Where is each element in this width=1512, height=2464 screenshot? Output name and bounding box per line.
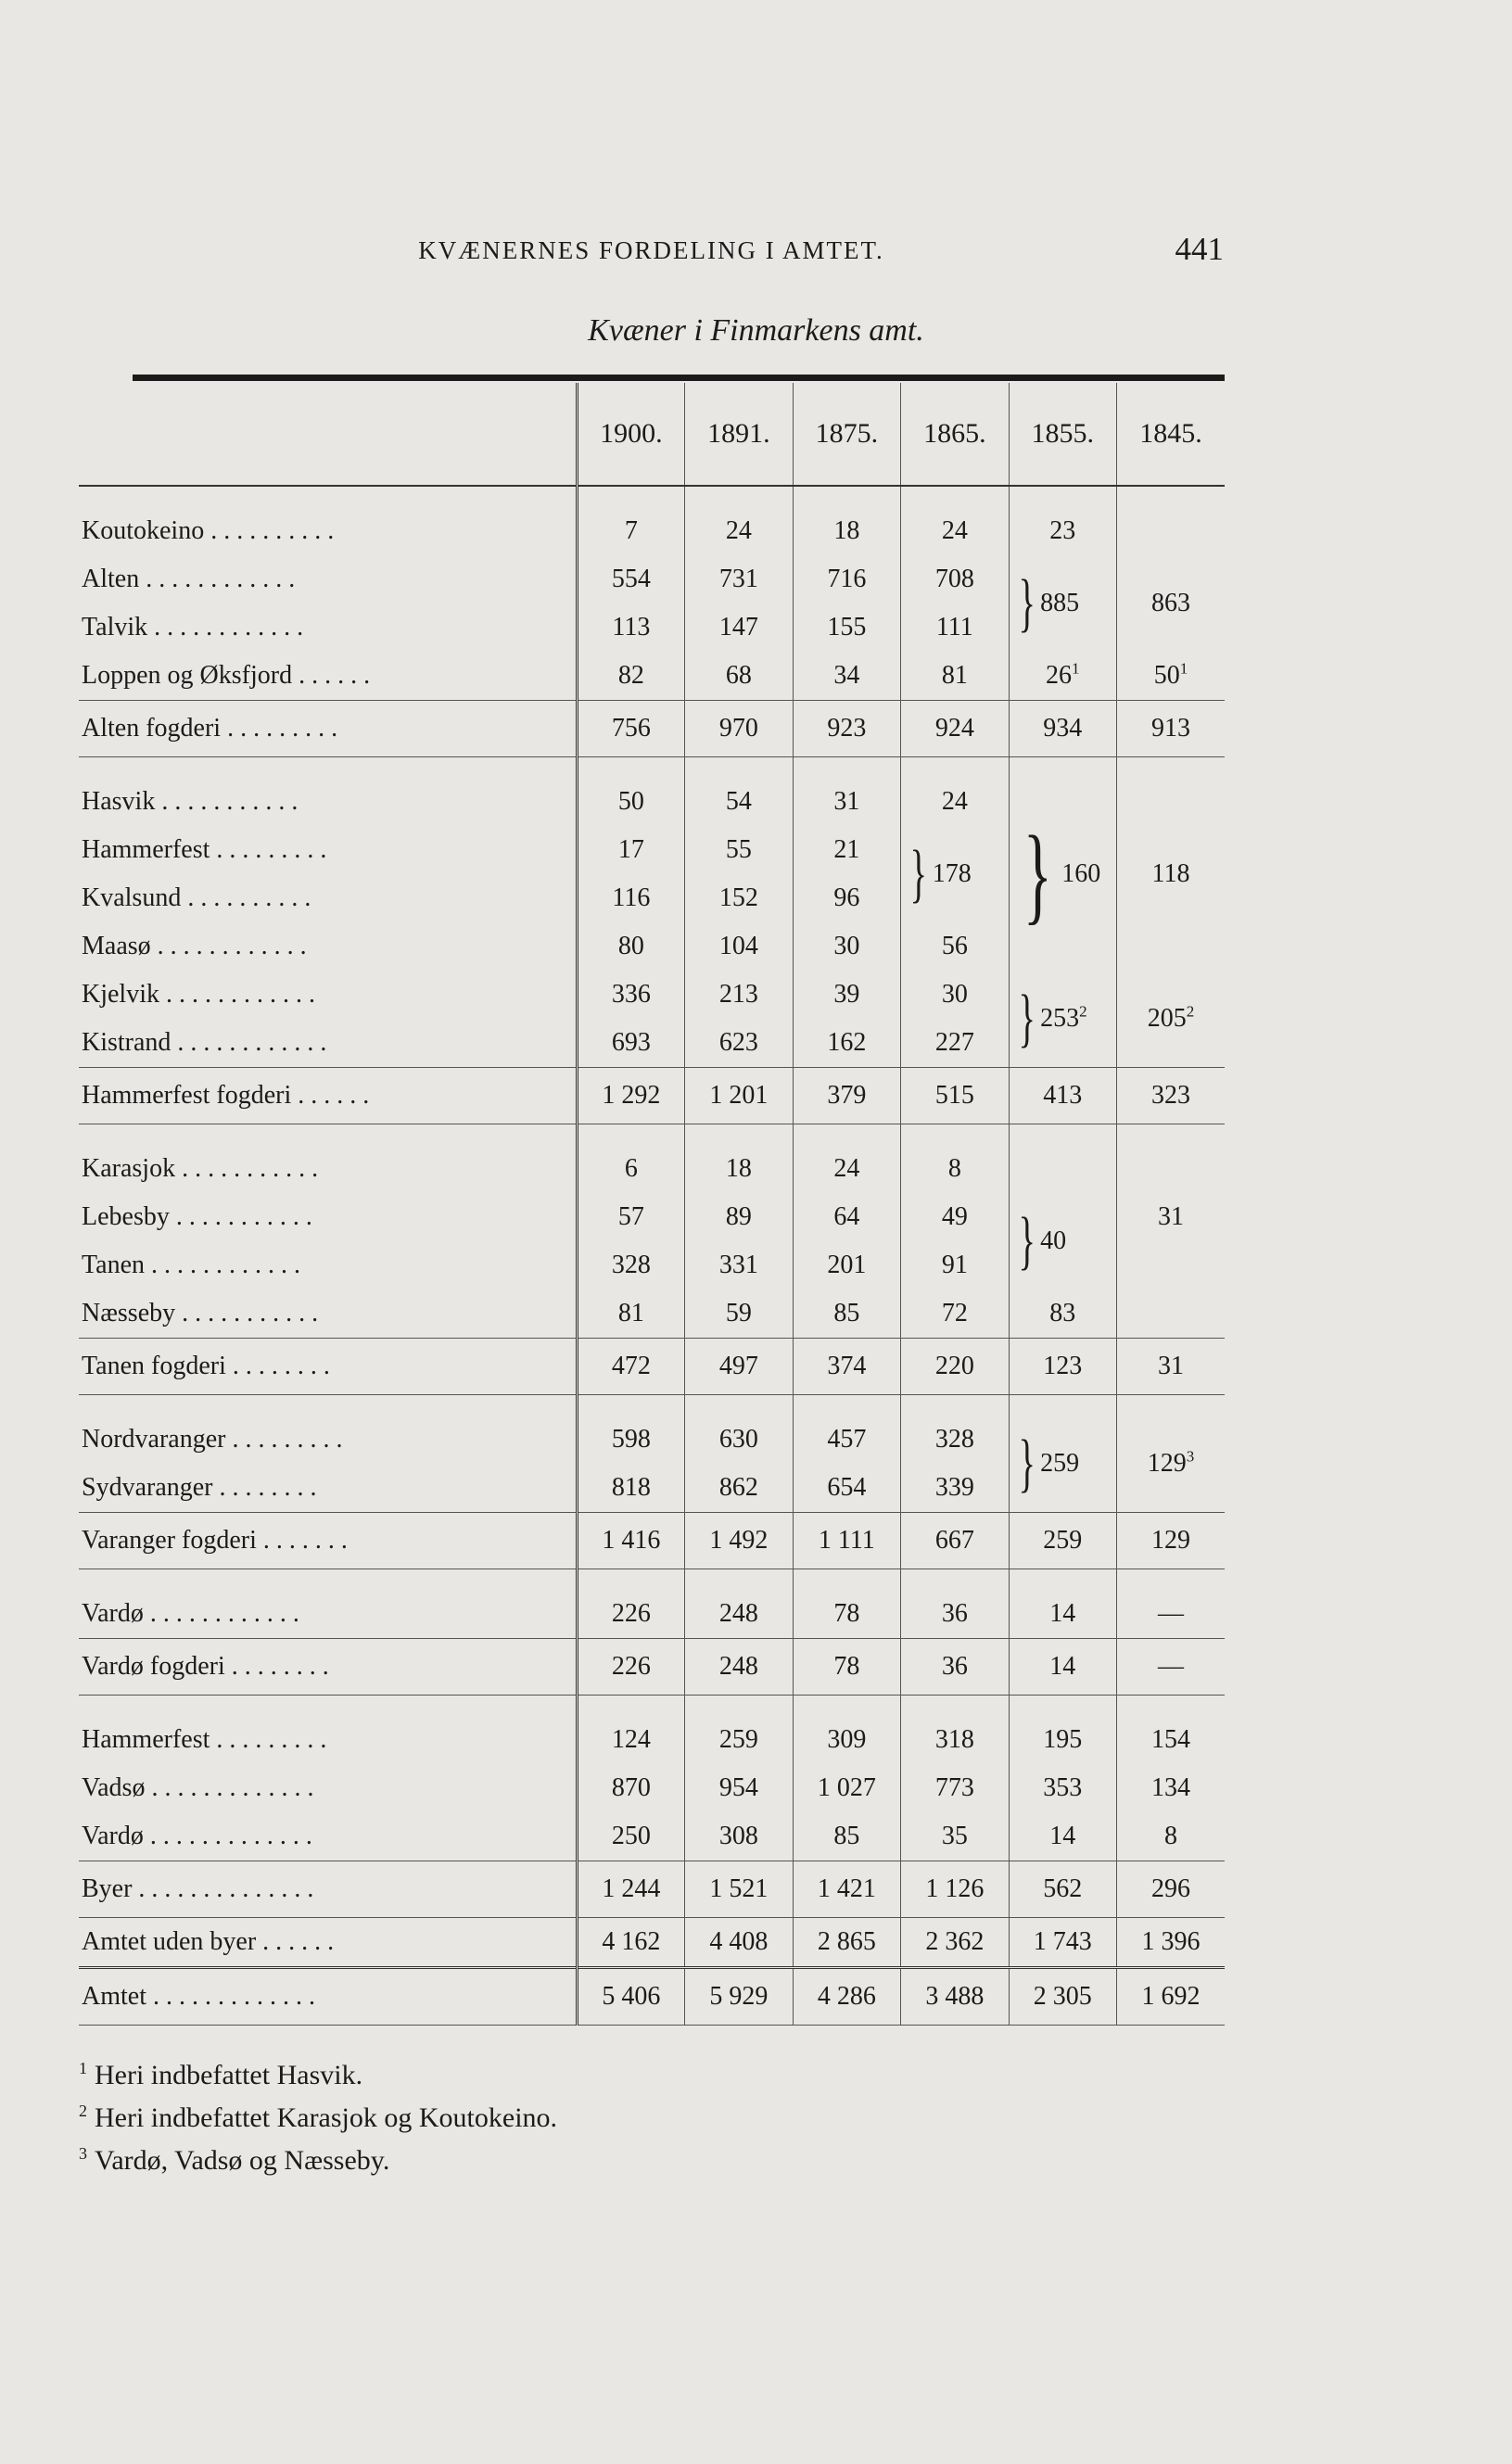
cell: 934	[1009, 701, 1116, 757]
column-header-1875: 1875.	[793, 383, 900, 486]
merged-cell: 31	[1117, 1145, 1225, 1289]
row-label: Hammerfest . . . . . . . . .	[82, 835, 327, 864]
cell: 1 421	[793, 1861, 900, 1918]
cell: 31	[1117, 1339, 1225, 1395]
cell	[1117, 507, 1225, 555]
row-label: Maasø . . . . . . . . . . . .	[82, 932, 307, 960]
cell: $26^1$	[1009, 652, 1116, 701]
table-row	[79, 1193, 1225, 1241]
cell: 226	[577, 1590, 684, 1639]
table-row	[79, 507, 1225, 555]
cell: 111	[901, 603, 1009, 652]
cell: 457	[793, 1416, 900, 1464]
cell: 323	[1117, 1068, 1225, 1124]
cell: 85	[793, 1289, 900, 1339]
cell: 160	[1061, 859, 1101, 888]
cell: 56	[901, 922, 1009, 971]
cell	[1009, 1145, 1116, 1193]
table-row-subtotal	[79, 1639, 1225, 1696]
cell: 1 521	[685, 1861, 793, 1918]
row-label: Talvik . . . . . . . . . . . .	[82, 613, 304, 641]
cell: 970	[685, 701, 793, 757]
cell: 226	[577, 1639, 684, 1696]
table-row	[79, 1416, 1225, 1464]
cell: 78	[793, 1639, 900, 1696]
merged-cell	[1009, 1193, 1116, 1289]
header-blank	[79, 383, 577, 486]
merged-cell: 863	[1117, 555, 1225, 652]
cell: 24	[685, 507, 793, 555]
row-label: Vadsø . . . . . . . . . . . . .	[82, 1773, 314, 1802]
cell: 91	[901, 1241, 1009, 1289]
cell: 1 111	[793, 1513, 900, 1569]
table-row	[79, 971, 1225, 1019]
cell: 308	[685, 1812, 793, 1861]
footnotes	[79, 2051, 557, 2178]
cell: 6	[577, 1145, 684, 1193]
cell: 336	[577, 971, 684, 1019]
merged-cell: $129^3$	[1117, 1416, 1225, 1513]
cell: 515	[901, 1068, 1009, 1124]
cell: 31	[793, 778, 900, 826]
cell: 89	[685, 1193, 793, 1241]
cell: 954	[685, 1764, 793, 1812]
cell: 201	[793, 1241, 900, 1289]
brace-icon: }	[1018, 983, 1036, 1054]
row-label: Koutokeino . . . . . . . . . .	[82, 516, 335, 545]
cell: 328	[901, 1416, 1009, 1464]
cell: 35	[901, 1812, 1009, 1861]
cell: 81	[577, 1289, 684, 1339]
cell: 331	[685, 1241, 793, 1289]
cell: 50	[577, 778, 684, 826]
cell: 81	[901, 652, 1009, 701]
cell: 34	[793, 652, 900, 701]
cell: 80	[577, 922, 684, 971]
cell: 57	[577, 1193, 684, 1241]
cell: —	[1117, 1639, 1225, 1696]
cell: 1 492	[685, 1513, 793, 1569]
row-label: Hammerfest fogderi . . . . . .	[79, 1068, 577, 1124]
row-label: Alten . . . . . . . . . . . .	[82, 565, 296, 593]
row-label: Tanen fogderi . . . . . . . .	[79, 1339, 577, 1395]
row-label: Kjelvik . . . . . . . . . . . .	[82, 980, 315, 1009]
row-label: Amtet . . . . . . . . . . . . .	[79, 1968, 577, 2026]
cell: 2 362	[901, 1918, 1009, 1968]
cell: 14	[1009, 1639, 1116, 1696]
cell: 55	[685, 826, 793, 874]
cell: 83	[1009, 1289, 1116, 1339]
cell: 4 286	[793, 1968, 900, 2026]
table-row	[79, 1289, 1225, 1339]
cell: 818	[577, 1464, 684, 1513]
cell: 862	[685, 1464, 793, 1513]
footnote-ref: 2	[1186, 1002, 1195, 1021]
table-row-subtotal	[79, 1339, 1225, 1395]
statistics-table	[79, 383, 1225, 2026]
brace-icon: }	[909, 838, 928, 909]
cell: 497	[685, 1339, 793, 1395]
row-label: Varanger fogderi . . . . . . .	[79, 1513, 577, 1569]
table-row	[79, 1918, 1225, 1968]
cell: 1 416	[577, 1513, 684, 1569]
cell: 24	[901, 507, 1009, 555]
cell: 413	[1009, 1068, 1116, 1124]
cell: 318	[901, 1716, 1009, 1764]
table-row	[79, 1716, 1225, 1764]
row-label: Alten fogderi . . . . . . . . .	[79, 701, 577, 757]
row-label: Sydvaranger . . . . . . . .	[82, 1473, 317, 1502]
cell: 756	[577, 701, 684, 757]
cell: 30	[901, 971, 1009, 1019]
column-header-1900: 1900.	[577, 383, 684, 486]
row-label: Kvalsund . . . . . . . . . .	[82, 883, 311, 912]
cell: 1 692	[1117, 1968, 1225, 2026]
cell: 731	[685, 555, 793, 603]
cell: 924	[901, 701, 1009, 757]
table-row	[79, 1812, 1225, 1861]
cell: 23	[1009, 507, 1116, 555]
footnote-ref: 2	[1079, 1002, 1087, 1021]
table-row	[79, 555, 1225, 603]
cell: 2 865	[793, 1918, 900, 1968]
cell: 68	[685, 652, 793, 701]
cell: 248	[685, 1639, 793, 1696]
cell: 40	[1040, 1226, 1067, 1255]
cell: 885	[1040, 589, 1080, 617]
merged-cell	[1009, 971, 1116, 1068]
row-label: Tanen . . . . . . . . . . . .	[82, 1251, 301, 1279]
cell: 379	[793, 1068, 900, 1124]
merged-cell: 118	[1117, 778, 1225, 971]
merged-cell	[1009, 1416, 1116, 1513]
cell: 124	[577, 1716, 684, 1764]
merged-cell: $205^2$	[1117, 971, 1225, 1068]
cell: 630	[685, 1416, 793, 1464]
cell: 123	[1009, 1339, 1116, 1395]
cell: 353	[1009, 1764, 1116, 1812]
cell: 129	[1117, 1513, 1225, 1569]
cell: 113	[577, 603, 684, 652]
cell: 259	[1009, 1513, 1116, 1569]
table-row-subtotal	[79, 1513, 1225, 1569]
cell: 1 244	[577, 1861, 684, 1918]
brace-icon: }	[1018, 1205, 1036, 1276]
cell: 667	[901, 1513, 1009, 1569]
table-row	[79, 1590, 1225, 1639]
cell: 913	[1117, 701, 1225, 757]
cell: 250	[577, 1812, 684, 1861]
cell: 36	[901, 1590, 1009, 1639]
footnote-ref: 1	[1179, 659, 1188, 678]
brace-icon: }	[1018, 1428, 1036, 1499]
header-row	[79, 383, 1225, 486]
row-label: Næsseby . . . . . . . . . . .	[82, 1299, 319, 1327]
cell: 24	[901, 778, 1009, 826]
cell: 154	[1117, 1716, 1225, 1764]
row-label: Loppen og Øksfjord . . . . . .	[82, 661, 371, 690]
cell: 8	[1117, 1812, 1225, 1861]
brace-icon: }	[1023, 813, 1052, 934]
cell: 155	[793, 603, 900, 652]
row-label: Vardø . . . . . . . . . . . .	[82, 1599, 299, 1628]
footnote: $^2$ Heri indbefattet Karasjok og Koutokeino.	[79, 2102, 558, 2133]
cell: 472	[577, 1339, 684, 1395]
row-label: Vardø fogderi . . . . . . . .	[79, 1639, 577, 1696]
cell: 1 396	[1117, 1918, 1225, 1968]
cell: 309	[793, 1716, 900, 1764]
cell: 78	[793, 1590, 900, 1639]
table-row-subtotal	[79, 1861, 1225, 1918]
table-row	[79, 778, 1225, 826]
cell: 36	[901, 1639, 1009, 1696]
cell: 708	[901, 555, 1009, 603]
cell: 773	[901, 1764, 1009, 1812]
cell: 623	[685, 1019, 793, 1068]
cell: 21	[793, 826, 900, 874]
cell: 374	[793, 1339, 900, 1395]
cell: 5 406	[577, 1968, 684, 2026]
page-number: 441	[1175, 231, 1224, 267]
table-row	[79, 1145, 1225, 1193]
cell: 2 305	[1009, 1968, 1116, 2026]
cell: 1 201	[685, 1068, 793, 1124]
row-label: Hammerfest . . . . . . . . .	[82, 1725, 327, 1754]
cell: 339	[901, 1464, 1009, 1513]
table-row	[79, 652, 1225, 701]
merged-cell	[1009, 555, 1116, 652]
cell: 716	[793, 555, 900, 603]
cell: 134	[1117, 1764, 1225, 1812]
column-header-1845: 1845.	[1117, 383, 1225, 486]
row-label: Nordvaranger . . . . . . . . .	[82, 1425, 343, 1454]
cell: 195	[1009, 1716, 1116, 1764]
row-label: Hasvik . . . . . . . . . . .	[82, 787, 299, 816]
cell: 116	[577, 874, 684, 922]
cell: 8	[901, 1145, 1009, 1193]
cell: 54	[685, 778, 793, 826]
cell: 82	[577, 652, 684, 701]
top-rule	[133, 375, 1225, 381]
footnote-ref: 1	[1072, 659, 1080, 678]
table-title: Kvæner i Finmarkens amt.	[588, 313, 924, 348]
cell: 17	[577, 826, 684, 874]
footnote: $^3$ Vardø, Vadsø og Næsseby.	[79, 2144, 390, 2176]
cell: 654	[793, 1464, 900, 1513]
cell: 1 292	[577, 1068, 684, 1124]
cell: 693	[577, 1019, 684, 1068]
cell: 14	[1009, 1812, 1116, 1861]
row-label: Karasjok . . . . . . . . . . .	[82, 1154, 319, 1183]
cell: 85	[793, 1812, 900, 1861]
cell: 562	[1009, 1861, 1116, 1918]
cell: 4 162	[577, 1918, 684, 1968]
cell: 1 743	[1009, 1918, 1116, 1968]
cell: 598	[577, 1416, 684, 1464]
column-header-1891: 1891.	[685, 383, 793, 486]
cell: 24	[793, 1145, 900, 1193]
cell	[1117, 1289, 1225, 1339]
cell: 147	[685, 603, 793, 652]
column-header-1855: 1855.	[1009, 383, 1116, 486]
footnote: $^1$ Heri indbefattet Hasvik.	[79, 2059, 363, 2090]
cell: 7	[577, 507, 684, 555]
cell: 152	[685, 874, 793, 922]
table-row-subtotal	[79, 701, 1225, 757]
cell: 5 929	[685, 1968, 793, 2026]
cell: 248	[685, 1590, 793, 1639]
cell: 104	[685, 922, 793, 971]
cell: 18	[793, 507, 900, 555]
cell: 220	[901, 1339, 1009, 1395]
cell: 178	[932, 859, 972, 888]
cell: 162	[793, 1019, 900, 1068]
cell: 30	[793, 922, 900, 971]
cell: 554	[577, 555, 684, 603]
cell: 18	[685, 1145, 793, 1193]
table-row	[79, 1764, 1225, 1812]
cell: 14	[1009, 1590, 1116, 1639]
cell: $253^2$	[1040, 1002, 1087, 1033]
cell: 72	[901, 1289, 1009, 1339]
cell: $50^1$	[1117, 652, 1225, 701]
cell: 227	[901, 1019, 1009, 1068]
cell: 3 488	[901, 1968, 1009, 2026]
column-header-1865: 1865.	[901, 383, 1009, 486]
cell: 870	[577, 1764, 684, 1812]
table-row-subtotal	[79, 1068, 1225, 1124]
cell: 923	[793, 701, 900, 757]
footnote-ref: 3	[1186, 1447, 1195, 1466]
merged-cell	[901, 826, 1009, 922]
cell: 259	[685, 1716, 793, 1764]
row-label: Amtet uden byer . . . . . .	[82, 1927, 335, 1956]
brace-icon: }	[1018, 567, 1036, 639]
cell: 64	[793, 1193, 900, 1241]
row-label: Lebesby . . . . . . . . . . .	[82, 1202, 312, 1231]
cell: 328	[577, 1241, 684, 1289]
cell: 1 126	[901, 1861, 1009, 1918]
cell: 4 408	[685, 1918, 793, 1968]
cell: 259	[1040, 1449, 1080, 1478]
row-label: Kistrand . . . . . . . . . . . .	[82, 1028, 327, 1057]
cell: 59	[685, 1289, 793, 1339]
merged-cell	[1009, 778, 1116, 971]
cell: 49	[901, 1193, 1009, 1241]
table-row-total	[79, 1968, 1225, 2026]
cell: —	[1117, 1590, 1225, 1639]
cell: 296	[1117, 1861, 1225, 1918]
running-title: KVÆNERNES FORDELING I AMTET.	[418, 236, 884, 264]
running-head	[79, 231, 1224, 273]
row-label: Vardø . . . . . . . . . . . . .	[82, 1822, 312, 1850]
row-label: Byer . . . . . . . . . . . . . .	[79, 1861, 577, 1918]
cell: 96	[793, 874, 900, 922]
cell: 213	[685, 971, 793, 1019]
cell: 39	[793, 971, 900, 1019]
cell: 1 027	[793, 1764, 900, 1812]
